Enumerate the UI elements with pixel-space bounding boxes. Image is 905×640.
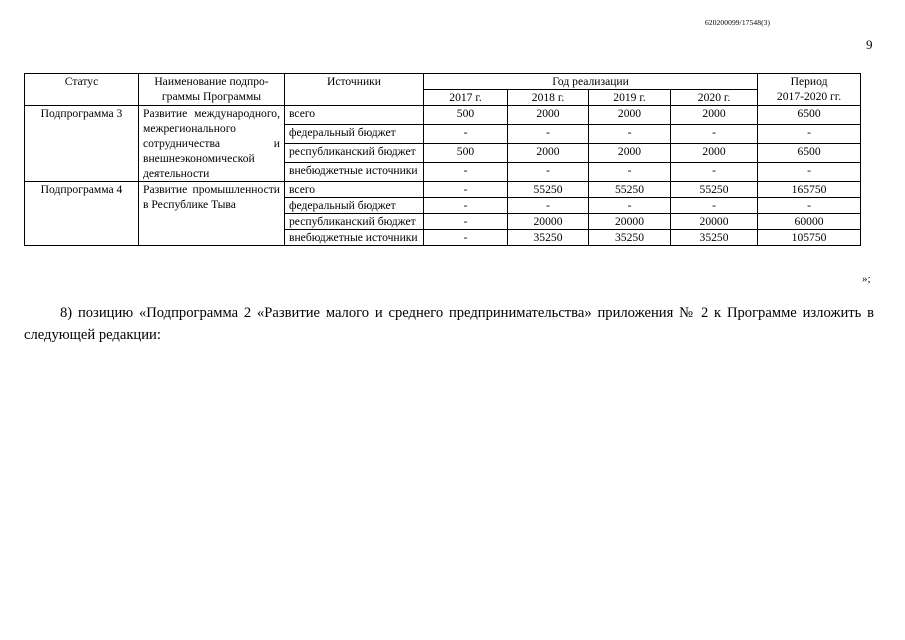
header-name-line1: Наименование подпро- <box>154 75 269 88</box>
value-cell: 20000 <box>589 214 671 230</box>
value-cell: 2000 <box>589 106 671 125</box>
value-cell: 35250 <box>671 230 758 246</box>
page-number: 9 <box>866 37 873 52</box>
value-cell: - <box>508 125 589 144</box>
value-cell: - <box>424 214 508 230</box>
value-cell: - <box>671 198 758 214</box>
table-row <box>25 182 861 198</box>
value-cell: 2000 <box>508 144 589 163</box>
value-cell: - <box>671 163 758 182</box>
total-cell: - <box>758 125 861 144</box>
header-row <box>25 74 861 90</box>
value-cell: - <box>424 182 508 198</box>
total-cell: 60000 <box>758 214 861 230</box>
status-cell: Подпрограмма 3 <box>25 106 139 182</box>
value-cell: - <box>424 163 508 182</box>
source-cell: федеральный бюджет <box>285 125 424 144</box>
header-year-2017: 2017 г. <box>424 90 508 106</box>
value-cell: 55250 <box>671 182 758 198</box>
subprogram-name-cell: Развитие международного, межрегионального сотрудничества и внешнеэкономической деятельности <box>139 106 285 182</box>
value-cell: - <box>508 163 589 182</box>
total-cell: 6500 <box>758 144 861 163</box>
source-cell: федеральный бюджет <box>285 198 424 214</box>
total-cell: - <box>758 163 861 182</box>
header-year-2020: 2020 г. <box>671 90 758 106</box>
value-cell: - <box>424 125 508 144</box>
total-cell: 165750 <box>758 182 861 198</box>
amendment-paragraph: 8) позицию «Подпрограмма 2 «Развитие малого и среднего предпринимательства» приложения № 2 к Программе изложить в следующей редакции: <box>24 305 874 343</box>
value-cell: - <box>589 163 671 182</box>
header-status: Статус <box>25 74 139 106</box>
table-closing-quote: »; <box>862 273 871 285</box>
total-cell: 105750 <box>758 230 861 246</box>
source-cell: всего <box>285 106 424 125</box>
header-period-line2: 2017-2020 гг. <box>776 90 842 103</box>
header-period <box>758 74 861 106</box>
value-cell: 2000 <box>671 144 758 163</box>
total-cell: - <box>758 198 861 214</box>
value-cell: 20000 <box>671 214 758 230</box>
value-cell: - <box>671 125 758 144</box>
source-cell: всего <box>285 182 424 198</box>
source-cell: внебюджетные источники <box>285 230 424 246</box>
status-cell: Подпрограмма 4 <box>25 182 139 246</box>
document-id: 620200099/17548(3) <box>705 18 771 27</box>
header-year-group: Год реализации <box>424 74 758 90</box>
header-sources: Источники <box>285 74 424 106</box>
value-cell: 500 <box>424 106 508 125</box>
value-cell: 2000 <box>671 106 758 125</box>
value-cell: 35250 <box>508 230 589 246</box>
value-cell: - <box>424 198 508 214</box>
header-period-line1: Период <box>790 75 828 88</box>
value-cell: 500 <box>424 144 508 163</box>
value-cell: - <box>589 125 671 144</box>
value-cell: 2000 <box>508 106 589 125</box>
source-cell: республиканский бюджет <box>285 214 424 230</box>
value-cell: 35250 <box>589 230 671 246</box>
value-cell: 55250 <box>508 182 589 198</box>
value-cell: 55250 <box>589 182 671 198</box>
source-cell: внебюджетные источники <box>285 163 424 182</box>
table-row <box>25 106 861 125</box>
total-cell: 6500 <box>758 106 861 125</box>
header-year-2018: 2018 г. <box>508 90 589 106</box>
header-name-line2: граммы Программы <box>161 90 262 103</box>
budget-table <box>24 73 861 246</box>
value-cell: - <box>508 198 589 214</box>
subprogram-name-cell: Развитие промышленности в Республике Тыва <box>139 182 285 246</box>
source-cell: республиканский бюджет <box>285 144 424 163</box>
value-cell: 2000 <box>589 144 671 163</box>
value-cell: - <box>589 198 671 214</box>
header-name <box>139 74 285 106</box>
value-cell: - <box>424 230 508 246</box>
value-cell: 20000 <box>508 214 589 230</box>
header-year-2019: 2019 г. <box>589 90 671 106</box>
